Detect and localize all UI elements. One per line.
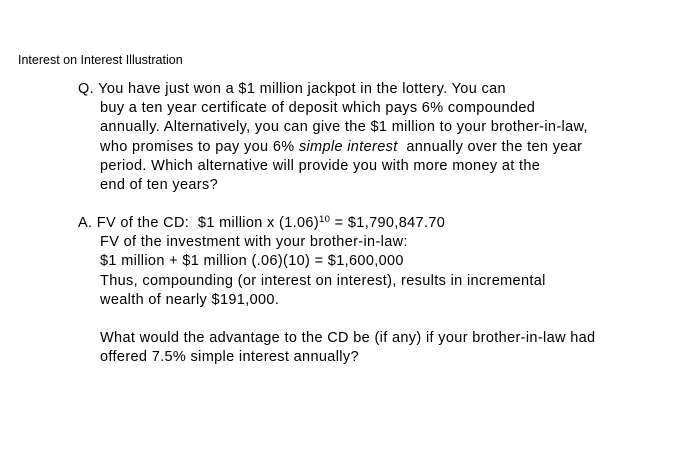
answer-block (78, 214, 678, 368)
slide-title: Interest on Interest Illustration (18, 53, 183, 67)
question-line-1: Q. You have just won a $1 million jackpot in the lottery. You can (78, 81, 506, 97)
question-line-5: period. Which alternative will provide you with more money at the (100, 157, 541, 174)
cd-future-value-formula: A. FV of the CD: $1 million x (1.06) (78, 215, 320, 231)
simple-interest-emphasis: simple interest (298, 138, 398, 155)
question-line-6: end of ten years? (100, 176, 218, 193)
question-block (78, 80, 678, 195)
answer-line-4: Thus, compounding (or interest on interest), results in incremental (100, 272, 546, 289)
question-line-4 (78, 138, 678, 157)
answer-line-3: $1 million + $1 million (.06)(10) = $1,600,000 (100, 253, 404, 270)
question-line-4-start: who promises to pay you 6% (100, 138, 299, 155)
answer-line-5: wealth of nearly $191,000. (100, 291, 280, 308)
exponent: 10 (319, 214, 331, 226)
cd-future-value-result: = $1,790,847.70 (330, 215, 446, 231)
answer-line-2: FV of the investment with your brother-in-law: (100, 234, 408, 251)
question-line-3: annually. Alternatively, you can give the $1 million to your brother-in-law, (100, 119, 588, 136)
followup-question-line-1: What would the advantage to the CD be (if any) if your brother-in-law had (100, 330, 596, 347)
followup-question-line-2: offered 7.5% simple interest annually? (100, 349, 359, 366)
question-line-4-end: annually over the ten year (397, 138, 583, 155)
answer-line-1 (78, 214, 678, 233)
answer-spacer (78, 310, 678, 329)
question-line-2: buy a ten year certificate of deposit which pays 6% compounded (100, 100, 536, 117)
